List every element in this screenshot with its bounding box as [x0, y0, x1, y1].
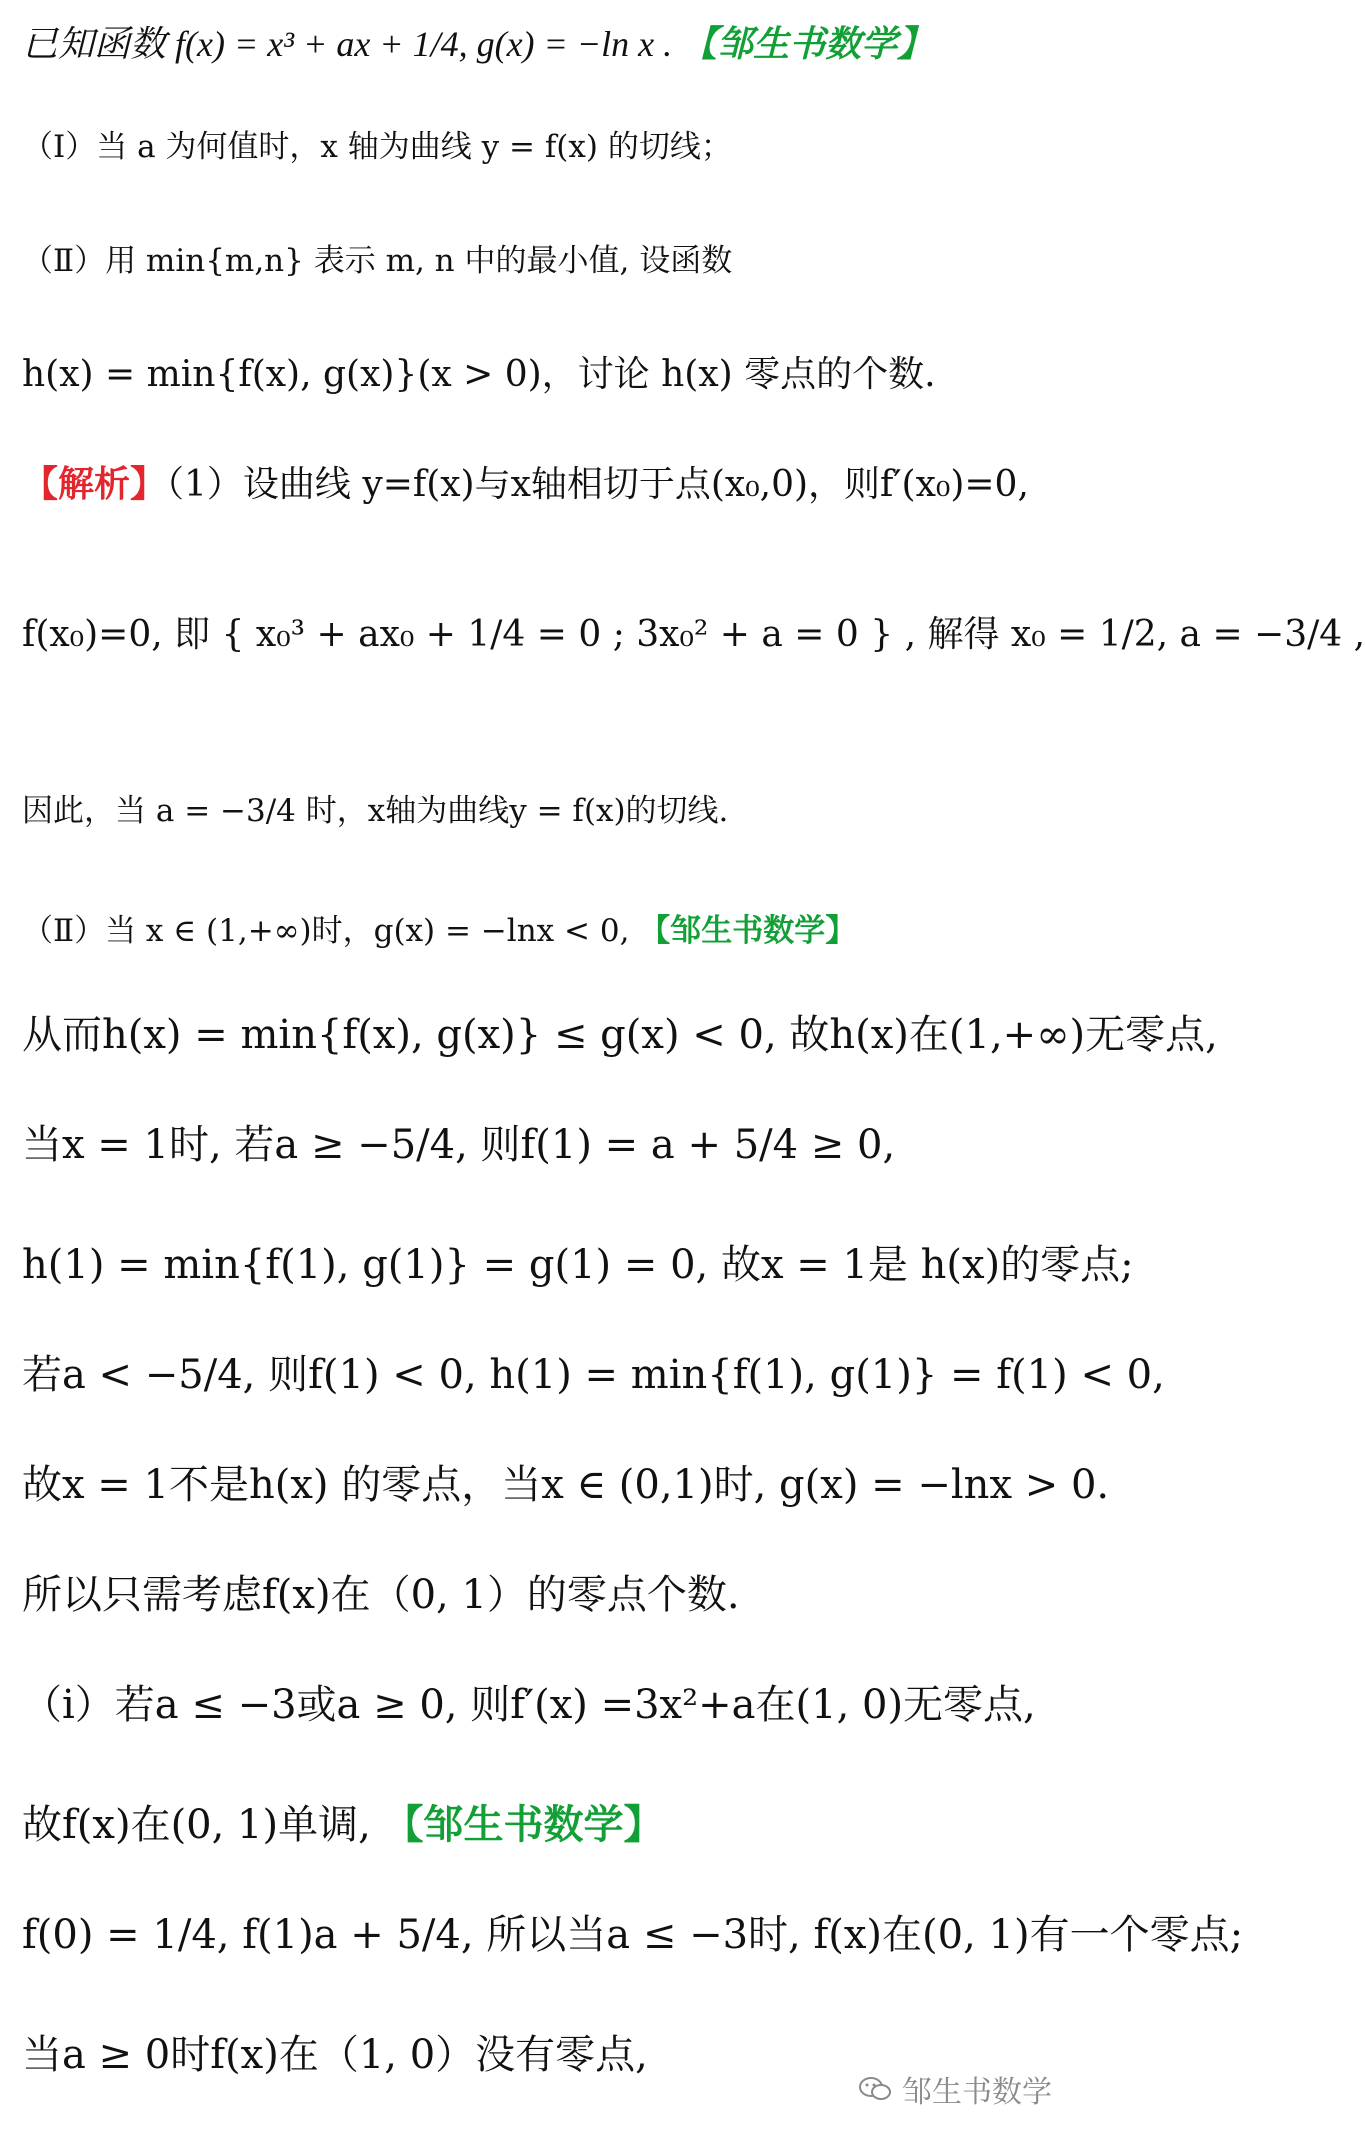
solution-header: 【解析】 — [22, 464, 167, 505]
solution-line-10: 所以只需考虑f(x)在（0, 1）的零点个数. — [22, 1572, 740, 1618]
solution-line-3: 因此，当 a = −3/4 时，x轴为曲线y = f(x)的切线. — [22, 793, 729, 829]
problem-part1: （Ⅰ）当 a 为何值时，x 轴为曲线 y = f(x) 的切线； — [22, 129, 732, 165]
solution-line-6: 当x = 1时, 若a ≥ −5/4, 则f(1) = a + 5/4 ≥ 0, — [22, 1122, 896, 1168]
solution-l12-text: 故f(x)在(0, 1)单调, — [22, 1802, 371, 1848]
solution-line-4 — [22, 912, 1058, 951]
solution-line-13: f(0) = 1/4, f(1)a + 5/4, 所以当a ≤ −3时, f(x)在(0, 1)有一个零点; — [22, 1912, 1244, 1958]
problem-part2-line1: （Ⅱ）用 min{m,n} 表示 m, n 中的最小值, 设函数 — [22, 243, 733, 279]
solution-line-8: 若a < −5/4, 则f(1) < 0, h(1) = min{f(1), g(1)} = f(1) < 0, — [22, 1352, 1165, 1398]
brand-tag: 【邹生书数学】 — [681, 24, 934, 65]
brand-tag: 【邹生书数学】 — [383, 1802, 664, 1848]
brand-tag: 【邹生书数学】 — [639, 913, 857, 949]
solution-l4-text: （Ⅱ）当 x ∈ (1,+∞)时，g(x) = −lnx < 0, — [22, 913, 630, 949]
solution-line-1 — [22, 462, 1058, 507]
wechat-icon — [858, 2076, 892, 2102]
watermark-text: 邹生书数学 — [902, 2075, 1052, 2110]
solution-line-11: （i）若a ≤ −3或a ≥ 0, 则f′(x) =3x²+a在(1, 0)无零点, — [22, 1682, 1036, 1728]
solution-l1-text: （1）设曲线 y=f(x)与x轴相切于点(x₀,0)，则f′(x₀)=0, — [166, 464, 1029, 505]
solution-line-5: 从而h(x) = min{f(x), g(x)} ≤ g(x) < 0, 故h(x)在(1,+∞)无零点, — [22, 1012, 1218, 1058]
problem-intro — [22, 22, 1058, 67]
solution-line-7: h(1) = min{f(1), g(1)} = g(1) = 0, 故x = 1是 h(x)的零点; — [22, 1242, 1134, 1288]
intro-text: 已知函数 f(x) = x³ + ax + 1/4, g(x) = −ln x . — [22, 24, 673, 64]
solution-line-2: f(x₀)=0, 即 { x₀³ + ax₀ + 1/4 = 0 ; 3x₀² + a = 0 } , 解得 x₀ = 1/2, a = −3/4 , — [22, 614, 1365, 655]
problem-part2-line2: h(x) = min{f(x), g(x)}(x > 0)，讨论 h(x) 零点的个数. — [22, 354, 936, 395]
solution-line-12 — [22, 1800, 1058, 1850]
solution-line-14: 当a ≥ 0时f(x)在（1, 0）没有零点, — [22, 2032, 648, 2078]
watermark — [858, 2067, 1052, 2111]
solution-line-9: 故x = 1不是h(x) 的零点，当x ∈ (0,1)时, g(x) = −lnx > 0. — [22, 1462, 1110, 1508]
